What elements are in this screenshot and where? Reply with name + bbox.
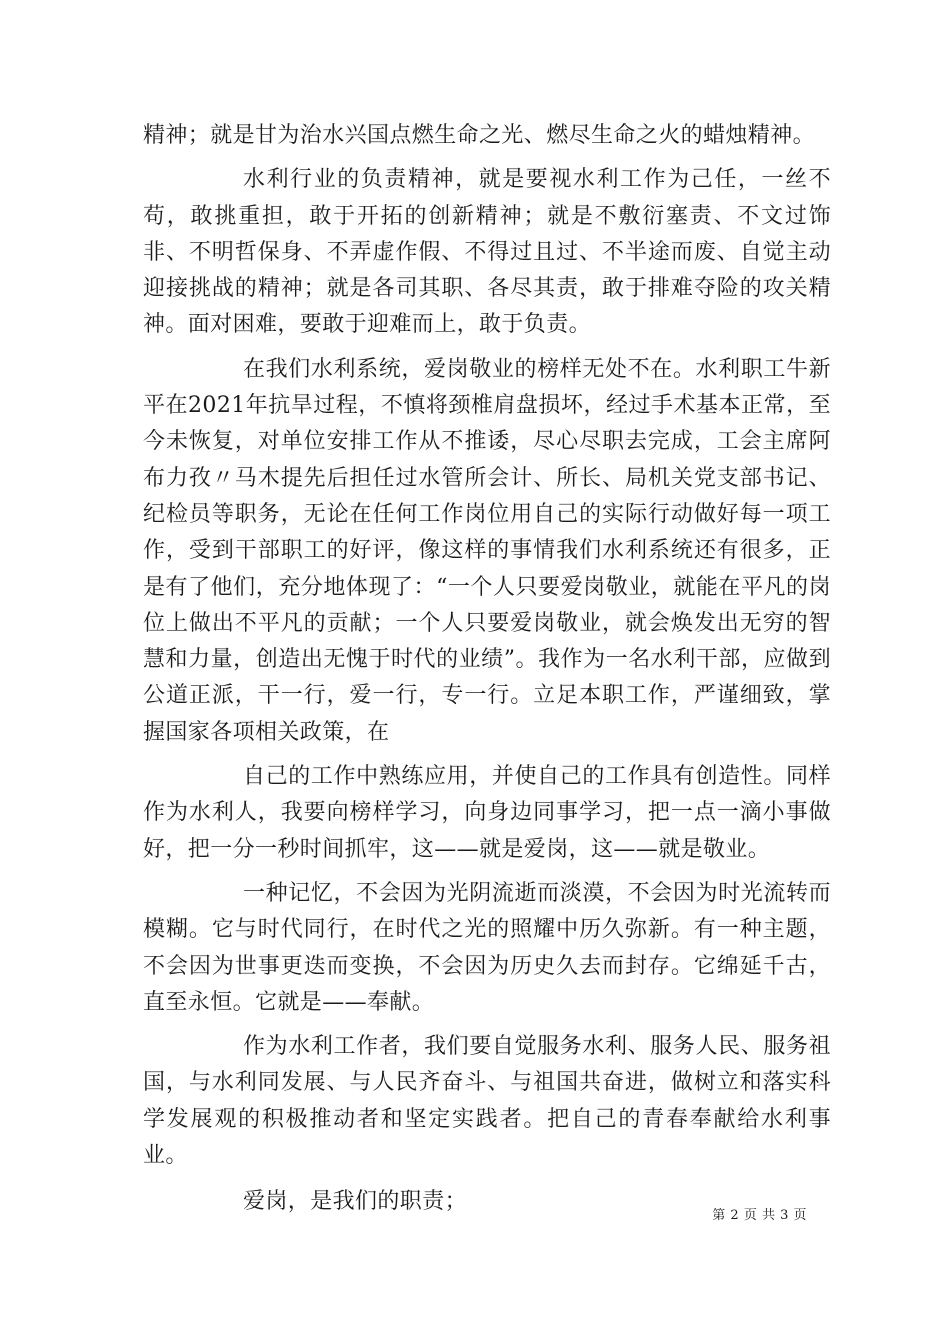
paragraph-3: 在我们水利系统，爱岗敬业的榜样无处不在。水利职工牛新平在2021年抗旱过程，不慎将颈椎肩盘损坏，经过手术基本正常，至今未恢复，对单位安排工作从不推诿，尽心尽职去完成，工会主席阿布力孜〃马木提先后担任过水管所会计、所长、局机关党支部书记、纪检员等职务，无论在任何工作岗位用自己的实际行动做好每一项工作，受到干部职工的好评，像这样的事情我们水利系统还有很多，正是有了他们，充分地体现了：“一个人只要爱岗敬业，就能在平凡的岗位上做出不平凡的贡献；一个人只要爱岗敬业，就会焕发出无穷的智慧和力量，创造出无愧于时代的业绩”。我作为一名水利干部，应做到公道正派，干一行，爱一行，专一行。立足本职工作，严谨细致，掌握国家各项相关政策，在: [143, 356, 831, 745]
paragraph-4: 自己的工作中熟练应用，并使自己的工作具有创造性。同样作为水利人，我要向榜样学习，向身边同事学习，把一点一滴小事做好，把一分一秒时间抓牢，这——就是爱岗，这——就是敬业。: [143, 764, 831, 862]
paragraph-7: 爱岗，是我们的职责；: [243, 1189, 468, 1215]
document-body: [143, 118, 831, 1221]
paragraph-6: 作为水利工作者，我们要自觉服务水利、服务人民、服务祖国，与水利同发展、与人民齐奋斗、与祖国共奋进，做树立和落实科学发展观的积极推动者和坚定实践者。把自己的青春奉献给水利事业。: [143, 1034, 831, 1169]
paragraph-5: 一种记忆，不会因为光阴流逝而淡漠，不会因为时光流转而模糊。它与时代同行，在时代之光的照耀中历久弥新。有一种主题，不会因为世事更迭而变换，不会因为历史久去而封存。它绵延千古，直至永恒。它就是——奉献。: [143, 880, 831, 1015]
paragraph-2: 水利行业的负责精神，就是要视水利工作为己任，一丝不苟，敢挑重担，敢于开拓的创新精神；就是不敷衍塞责、不文过饰非、不明哲保身、不弄虚作假、不得过且过、不半途而废、自觉主动迎接挑战的精神；就是各司其职、各尽其责，敢于排难夺险的攻关精神。面对困难，要敢于迎难而上，敢于负责。: [143, 167, 831, 338]
page-number-footer: 第 2 页 共 3 页: [712, 1208, 807, 1223]
paragraph-1: 精神；就是甘为治水兴国点燃生命之光、燃尽生命之火的蜡烛精神。: [143, 123, 816, 148]
